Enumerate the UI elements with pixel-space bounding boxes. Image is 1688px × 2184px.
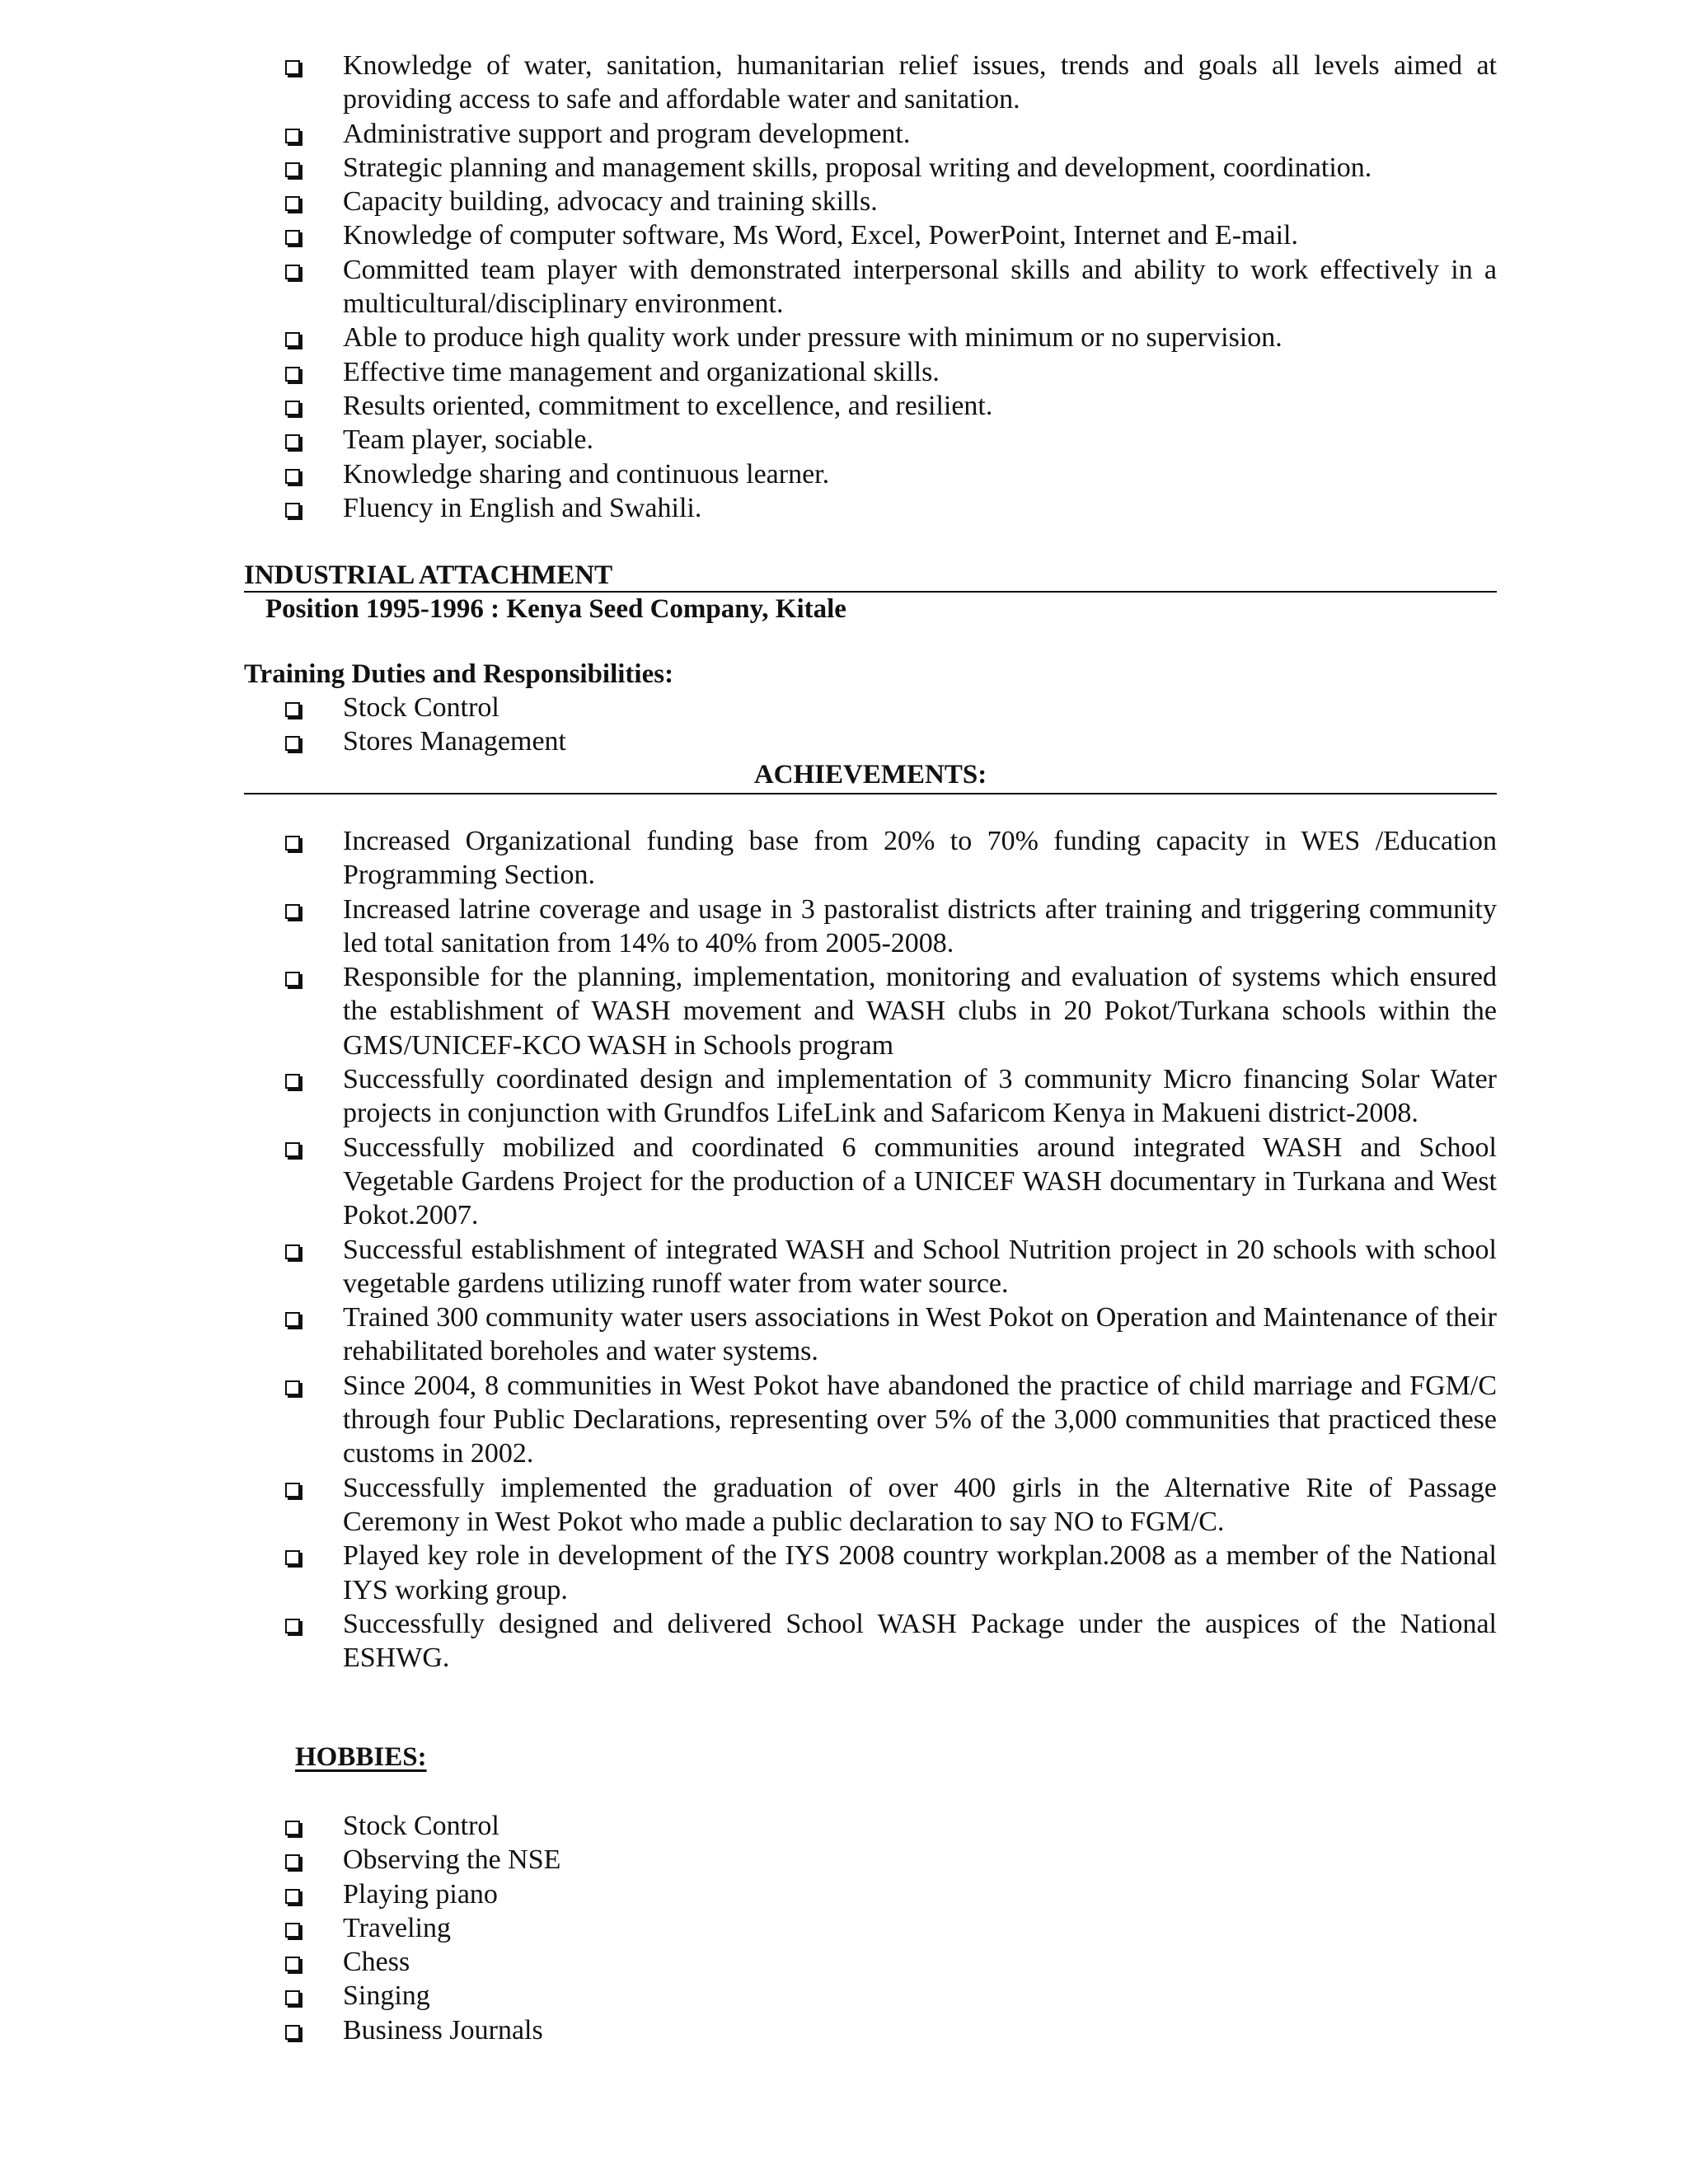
list-item: Capacity building, advocacy and training skills. bbox=[244, 185, 1497, 218]
checkbox-bullet-icon bbox=[285, 60, 300, 75]
list-item: Responsible for the planning, implementation, monitoring and evaluation of systems which ensured the establishment of WASH movement and WASH clubs in 20 Pokot/Turkana schools within the GMS/UNICEF-KCO WASH in Schools program bbox=[244, 960, 1497, 1062]
list-item: Knowledge of water, sanitation, humanitarian relief issues, trends and goals all levels aimed at providing access to safe and affordable water and sanitation. bbox=[244, 49, 1497, 117]
hobbies-list bbox=[244, 1809, 1497, 2047]
checkbox-bullet-icon bbox=[285, 129, 300, 143]
list-item: Successfully mobilized and coordinated 6 communities around integrated WASH and School Vegetable Gardens Project for the production of a UNICEF WASH documentary in Turkana and West Pokot.2007. bbox=[244, 1131, 1497, 1233]
checkbox-bullet-icon bbox=[285, 702, 300, 717]
list-item: Successfully coordinated design and implementation of 3 community Micro financing Solar Water projects in conjunction with Grundfos LifeLink and Safaricom Kenya in Makueni district-2008. bbox=[244, 1062, 1497, 1131]
checkbox-bullet-icon bbox=[285, 1142, 300, 1157]
list-item: Business Journals bbox=[244, 2013, 1497, 2047]
list-item: Able to produce high quality work under pressure with minimum or no supervision. bbox=[244, 321, 1497, 354]
checkbox-bullet-icon bbox=[285, 230, 300, 245]
list-item: Increased latrine coverage and usage in 3 pastoralist districts after training and triggering community led total sanitation from 14% to 40% from 2005-2008. bbox=[244, 893, 1497, 961]
checkbox-bullet-icon bbox=[285, 1550, 300, 1565]
industrial-attachment-heading: INDUSTRIAL ATTACHMENT bbox=[244, 560, 613, 590]
list-item: Playing piano bbox=[244, 1877, 1497, 1911]
list-item: Singing bbox=[244, 1979, 1497, 2013]
checkbox-bullet-icon bbox=[285, 1854, 300, 1869]
achievements-list bbox=[244, 824, 1497, 1675]
checkbox-bullet-icon bbox=[285, 1990, 300, 2005]
checkbox-bullet-icon bbox=[285, 503, 300, 518]
checkbox-bullet-icon bbox=[285, 401, 300, 415]
checkbox-bullet-icon bbox=[285, 1312, 300, 1327]
checkbox-bullet-icon bbox=[285, 1957, 300, 1971]
checkbox-bullet-icon bbox=[285, 1483, 300, 1497]
checkbox-bullet-icon bbox=[285, 1074, 300, 1089]
list-item: Strategic planning and management skills, proposal writing and development, coordination. bbox=[244, 151, 1497, 185]
list-item: Effective time management and organizational skills. bbox=[244, 355, 1497, 389]
list-item: Administrative support and program development. bbox=[244, 117, 1497, 151]
checkbox-bullet-icon bbox=[285, 2025, 300, 2040]
list-item: Committed team player with demonstrated interpersonal skills and ability to work effectively in a multicultural/disciplinary environment. bbox=[244, 253, 1497, 321]
list-item: Stock Control bbox=[244, 1809, 1497, 1843]
list-item: Trained 300 community water users associations in West Pokot on Operation and Maintenance of their rehabilitated boreholes and water systems. bbox=[244, 1301, 1497, 1369]
checkbox-bullet-icon bbox=[285, 1380, 300, 1395]
checkbox-bullet-icon bbox=[285, 836, 300, 851]
checkbox-bullet-icon bbox=[285, 1889, 300, 1904]
section-divider bbox=[244, 793, 1497, 794]
checkbox-bullet-icon bbox=[285, 1244, 300, 1259]
checkbox-bullet-icon bbox=[285, 736, 300, 751]
list-item: Traveling bbox=[244, 1911, 1497, 1945]
list-item: Stores Management bbox=[244, 724, 1497, 758]
checkbox-bullet-icon bbox=[285, 162, 300, 177]
list-item: Stock Control bbox=[244, 691, 1497, 724]
checkbox-bullet-icon bbox=[285, 1619, 300, 1633]
list-item: Team player, sociable. bbox=[244, 423, 1497, 457]
list-item: Increased Organizational funding base from 20% to 70% funding capacity in WES /Education Programming Section. bbox=[244, 824, 1497, 893]
list-item: Fluency in English and Swahili. bbox=[244, 491, 1497, 525]
training-duties-heading: Training Duties and Responsibilities: bbox=[244, 659, 674, 689]
duties-list bbox=[244, 691, 1497, 759]
list-item: Successfully implemented the graduation of over 400 girls in the Alternative Rite of Passage Ceremony in West Pokot who made a public declaration to say NO to FGM/C. bbox=[244, 1471, 1497, 1540]
achievements-heading: ACHIEVEMENTS: bbox=[753, 760, 987, 790]
checkbox-bullet-icon bbox=[285, 904, 300, 919]
checkbox-bullet-icon bbox=[285, 196, 300, 211]
list-item: Successfully designed and delivered School WASH Package under the auspices of the National ESHWG. bbox=[244, 1607, 1497, 1675]
checkbox-bullet-icon bbox=[285, 1923, 300, 1938]
list-item: Chess bbox=[244, 1945, 1497, 1979]
list-item: Played key role in development of the IYS 2008 country workplan.2008 as a member of the National IYS working group. bbox=[244, 1539, 1497, 1607]
attachment-position: Position 1995-1996 : Kenya Seed Company, Kitale bbox=[265, 594, 846, 624]
checkbox-bullet-icon bbox=[285, 367, 300, 382]
checkbox-bullet-icon bbox=[285, 332, 300, 347]
list-item: Knowledge of computer software, Ms Word, Excel, PowerPoint, Internet and E-mail. bbox=[244, 218, 1497, 252]
list-item: Observing the NSE bbox=[244, 1843, 1497, 1877]
skills-list bbox=[244, 49, 1497, 525]
checkbox-bullet-icon bbox=[285, 1821, 300, 1835]
hobbies-heading: HOBBIES: bbox=[295, 1742, 427, 1772]
list-item: Since 2004, 8 communities in West Pokot have abandoned the practice of child marriage and FGM/C through four Public Declarations, representing over 5% of the 3,000 communities that practiced these customs in 2002. bbox=[244, 1369, 1497, 1471]
checkbox-bullet-icon bbox=[285, 469, 300, 484]
list-item: Results oriented, commitment to excellence, and resilient. bbox=[244, 389, 1497, 423]
checkbox-bullet-icon bbox=[285, 265, 300, 279]
list-item: Successful establishment of integrated WASH and School Nutrition project in 20 schools with school vegetable gardens utilizing runoff water from water source. bbox=[244, 1233, 1497, 1301]
list-item: Knowledge sharing and continuous learner. bbox=[244, 457, 1497, 491]
checkbox-bullet-icon bbox=[285, 434, 300, 449]
checkbox-bullet-icon bbox=[285, 972, 300, 987]
